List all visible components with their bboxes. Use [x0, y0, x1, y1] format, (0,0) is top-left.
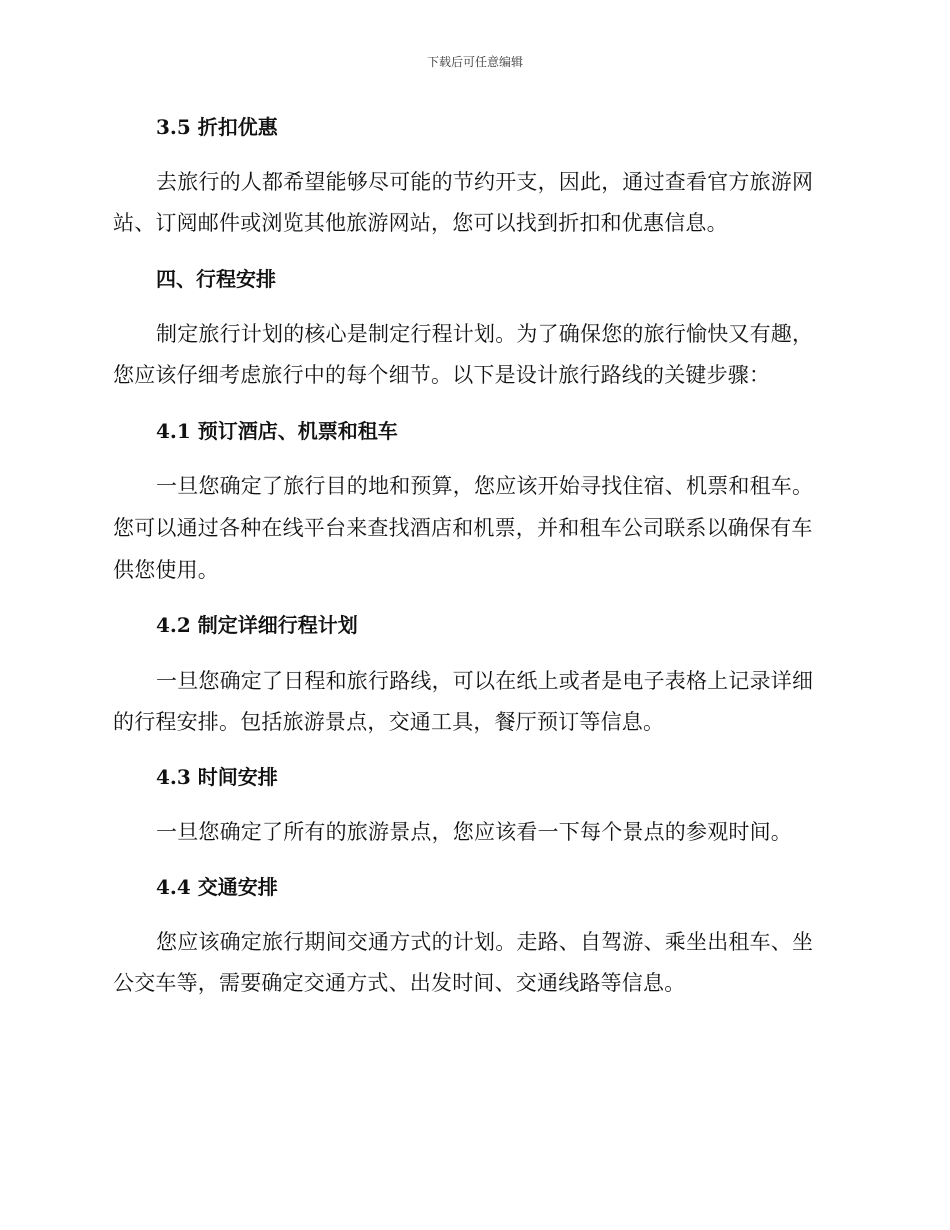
- section-heading-4-2: 4.2 制定详细行程计划: [156, 613, 358, 637]
- paragraph-line: 的行程安排。包括旅游景点，交通工具，餐厅预订等信息。: [113, 710, 665, 734]
- paragraph-line: 供您使用。: [113, 558, 219, 582]
- paragraph-line: 站、订阅邮件或浏览其他旅游网站，您可以找到折扣和优惠信息。: [113, 211, 728, 235]
- paragraph-line: 去旅行的人都希望能够尽可能的节约开支，因此，通过查看官方旅游网: [156, 170, 814, 194]
- paragraph-line: 一旦您确定了旅行目的地和预算，您应该开始寻找住宿、机票和租车。: [156, 474, 814, 498]
- section-heading-4-4: 4.4 交通安排: [156, 875, 278, 899]
- paragraph-line: 您可以通过各种在线平台来查找酒店和机票，并和租车公司联系以确保有车: [113, 516, 813, 540]
- paragraph-line: 公交车等，需要确定交通方式、出发时间、交通线路等信息。: [113, 971, 686, 995]
- paragraph-line: 一旦您确定了所有的旅游景点，您应该看一下每个景点的参观时间。: [156, 820, 792, 844]
- paragraph-line: 您应该确定旅行期间交通方式的计划。走路、自驾游、乘坐出租车、坐: [156, 930, 814, 954]
- section-heading-4: 四、行程安排: [156, 267, 276, 291]
- section-heading-4-1: 4.1 预订酒店、机票和租车: [156, 419, 398, 443]
- section-heading-4-3: 4.3 时间安排: [156, 765, 278, 789]
- paragraph-line: 一旦您确定了日程和旅行路线，可以在纸上或者是电子表格上记录详细: [156, 669, 814, 693]
- page-header: 下载后可任意编辑: [426, 55, 523, 69]
- paragraph-line: 您应该仔细考虑旅行中的每个细节。以下是设计旅行路线的关键步骤：: [113, 363, 771, 387]
- paragraph-line: 制定旅行计划的核心是制定行程计划。为了确保您的旅行愉快又有趣，: [156, 322, 814, 346]
- section-heading-3-5: 3.5 折扣优惠: [156, 115, 278, 139]
